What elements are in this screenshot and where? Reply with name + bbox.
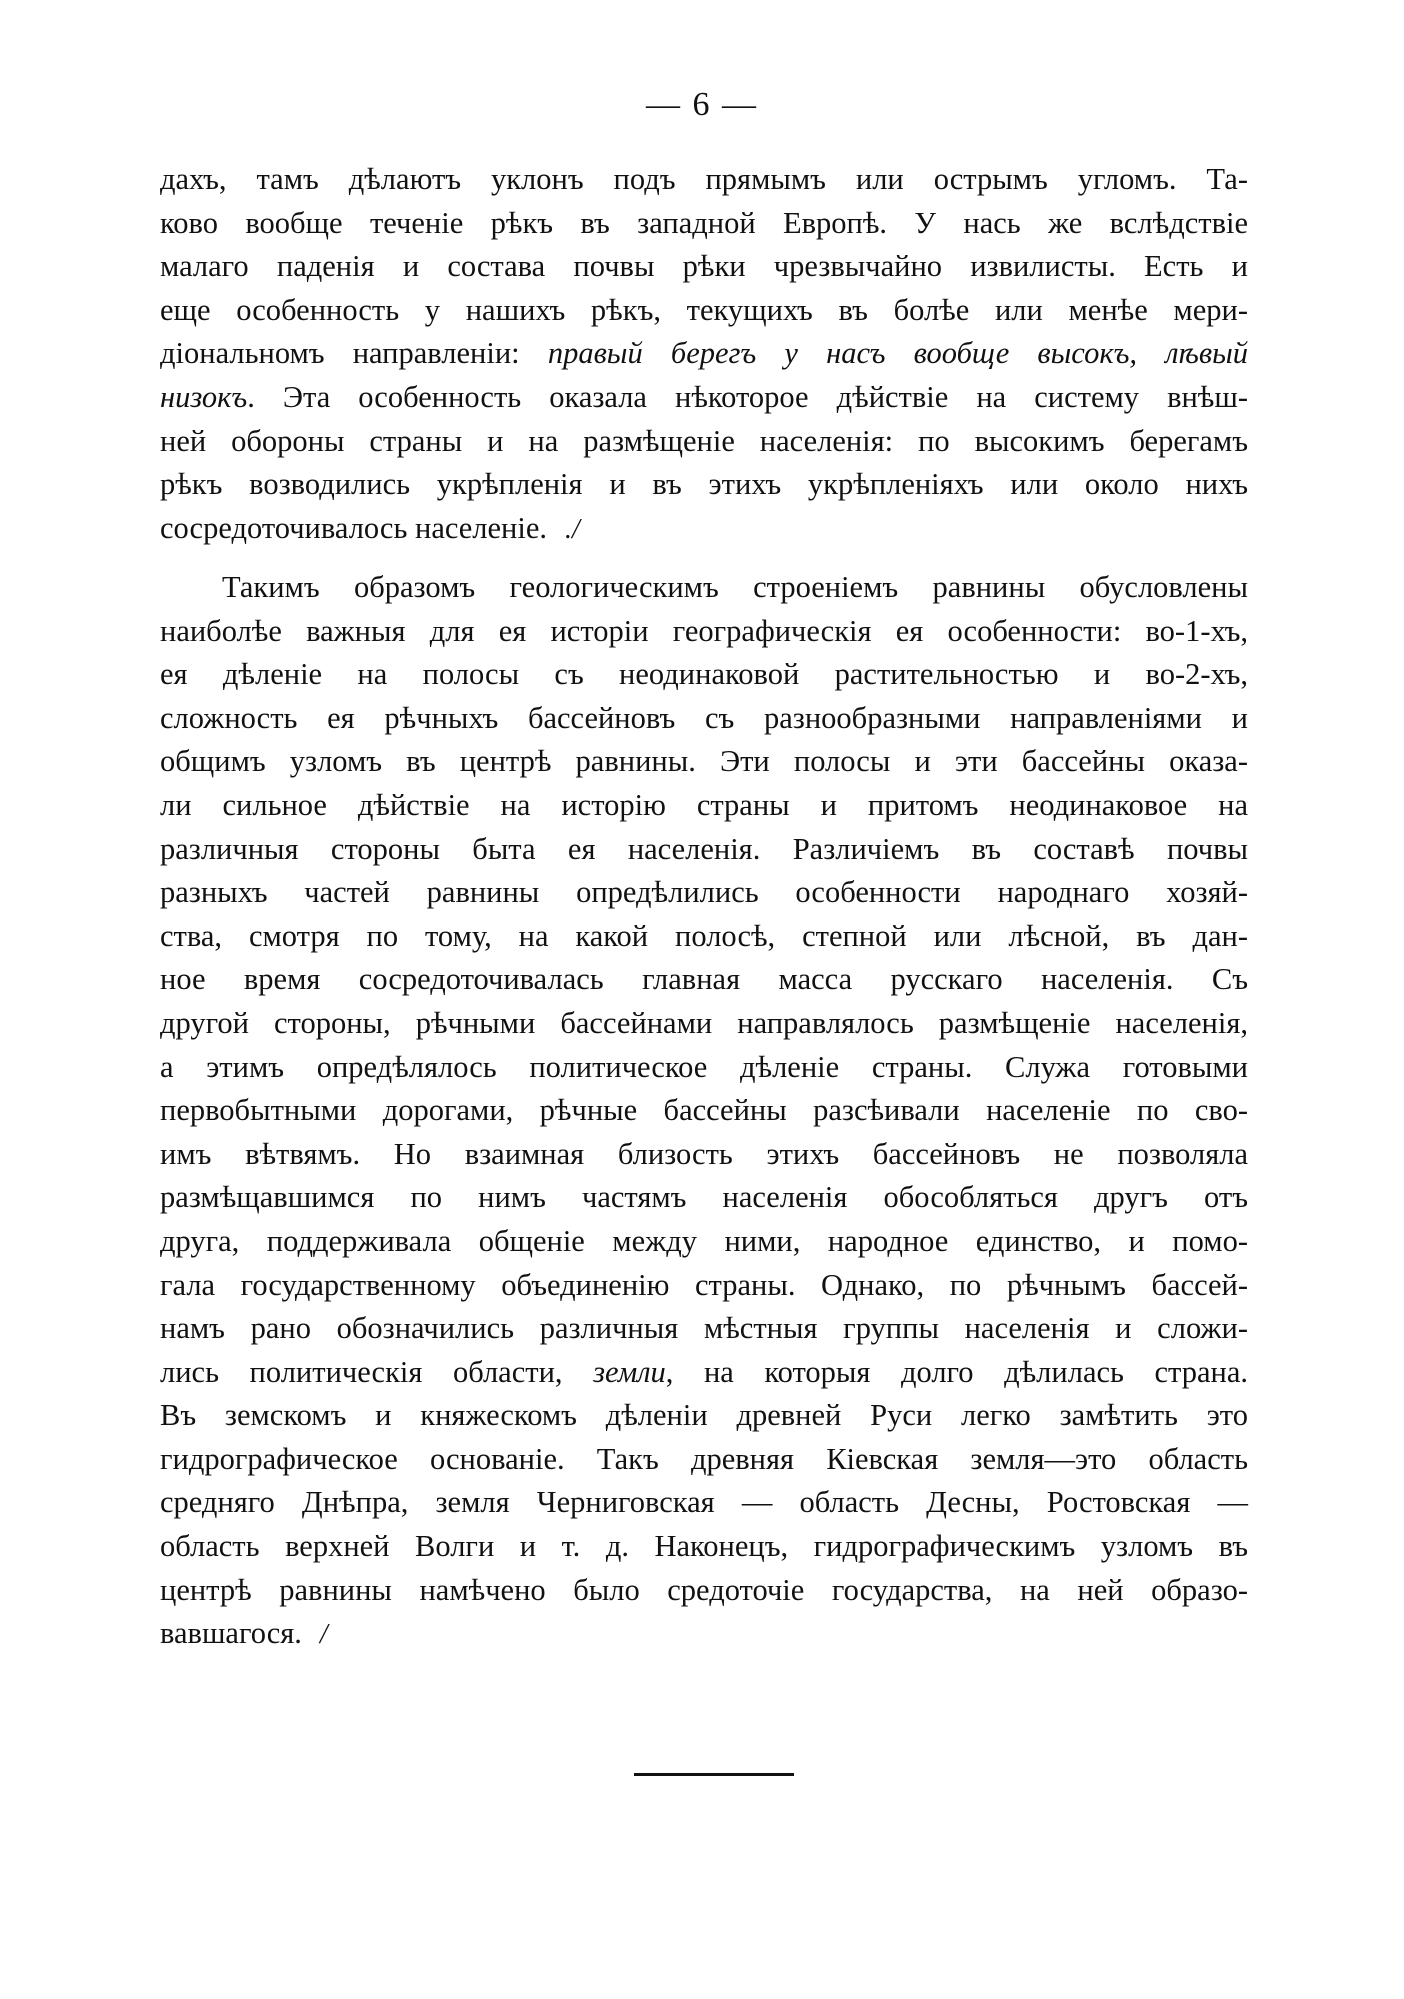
text-line: имъ вѣтвямъ. Но взаимная близость этихъ бассейновъ не позволяла: [160, 1136, 1248, 1171]
text-line: а этимъ опредѣлялось политическое дѣленіе страны. Служа готовыми: [160, 1049, 1248, 1084]
text-line: ное время сосредоточивалась главная масса русскаго населенія. Съ: [160, 962, 1248, 997]
text-line: Такимъ образомъ геологическимъ строеніемъ равнины обусловлены: [222, 570, 1248, 604]
text-segment: . Эта особенность оказала нѣкоторое дѣйствіе на систему внѣш-: [247, 379, 1248, 414]
text-line: [160, 1351, 1248, 1395]
text-line: область верхней Волги и т. д. Наконецъ, гидрографическимъ узломъ въ: [160, 1529, 1248, 1564]
paragraph-2: [160, 566, 1248, 1656]
text-line: [160, 507, 1248, 551]
italic-emphasis: правый берегъ у насъ вообще высокъ, лѣвый: [547, 336, 1248, 371]
italic-emphasis: низокъ: [160, 379, 248, 414]
text-line: размѣщавшимся по нимъ частямъ населенія обособляться другъ отъ: [160, 1180, 1248, 1215]
text-line: друга, поддерживала общеніе между ними, народное единство, и помо-: [160, 1223, 1248, 1258]
text-segment: сосредоточивалось населеніе.: [160, 510, 548, 545]
pencil-mark: ./: [565, 513, 580, 545]
text-line: сложность ея рѣчныхъ бассейновъ съ разнообразными направленіями и: [160, 700, 1248, 735]
text-line: центрѣ равнины намѣчено было средоточіе государства, на ней образо-: [160, 1572, 1248, 1607]
text-line: намъ рано обозначились различныя мѣстныя группы населенія и сложи-: [160, 1311, 1248, 1346]
text-line: гала государственному объединенію страны. Однако, по рѣчнымъ бассей-: [160, 1267, 1248, 1302]
text-line: различныя стороны быта ея населенія. Различіемъ въ составѣ почвы: [160, 831, 1248, 866]
text-line: наиболѣе важныя для ея исторіи географическія ея особенности: во-1-хъ,: [160, 613, 1248, 648]
text-line: рѣкъ возводились укрѣпленія и въ этихъ укрѣпленіяхъ или около нихъ: [160, 467, 1248, 502]
text-line: ли сильное дѣйствіе на исторію страны и притомъ неодинаковое на: [160, 787, 1248, 822]
text-segment: діональномъ направленіи:: [160, 336, 548, 371]
paragraph-1: [160, 158, 1248, 550]
text-line: разныхъ частей равнины опредѣлились особенности народнаго хозяй-: [160, 875, 1248, 910]
text-segment: лись политическія области,: [160, 1354, 594, 1389]
text-line: общимъ узломъ въ центрѣ равнины. Эти полосы и эти бассейны оказа-: [160, 744, 1248, 779]
text-line: ея дѣленіе на полосы съ неодинаковой растительностью и во-2-хъ,: [160, 657, 1248, 692]
italic-emphasis: земли: [593, 1354, 666, 1389]
text-line: другой стороны, рѣчными бассейнами направлялось размѣщеніе населенія,: [160, 1005, 1248, 1040]
text-line: Въ земскомъ и княжескомъ дѣленіи древней Руси легко замѣтить это: [160, 1398, 1248, 1433]
text-line: [160, 1612, 1248, 1656]
text-line: первобытными дорогами, рѣчные бассейны разсѣивали населеніе по сво-: [160, 1093, 1248, 1128]
pencil-mark: /: [319, 1619, 328, 1651]
text-line: [160, 332, 1248, 376]
text-line: [160, 376, 1248, 420]
text-line: ства, смотря по тому, на какой полосѣ, степной или лѣсной, въ дан-: [160, 918, 1248, 953]
section-end-rule: [634, 1773, 794, 1776]
text-line: гидрографическое основаніе. Такъ древняя Кіевская земля—это область: [160, 1441, 1248, 1476]
page-number: — 6 —: [646, 86, 758, 123]
text-segment: , на которыя долго дѣлилась страна.: [665, 1354, 1248, 1389]
text-segment: вавшагося.: [160, 1616, 302, 1651]
text-line: ково вообще теченіе рѣкъ въ западной Европѣ. У нась же вслѣдствіе: [160, 205, 1248, 240]
text-line: еще особенность у нашихъ рѣкъ, текущихъ въ болѣе или менѣе мери-: [160, 292, 1248, 327]
text-line: средняго Днѣпра, земля Черниговская — область Десны, Ростовская —: [160, 1485, 1248, 1520]
text-line: ней обороны страны и на размѣщеніе населенія: по высокимъ берегамъ: [160, 423, 1248, 458]
text-line: малаго паденія и состава почвы рѣки чрезвычайно извилисты. Есть и: [160, 249, 1248, 284]
text-line: дахъ, тамъ дѣлаютъ уклонъ подъ прямымъ или острымъ угломъ. Та-: [160, 162, 1248, 196]
